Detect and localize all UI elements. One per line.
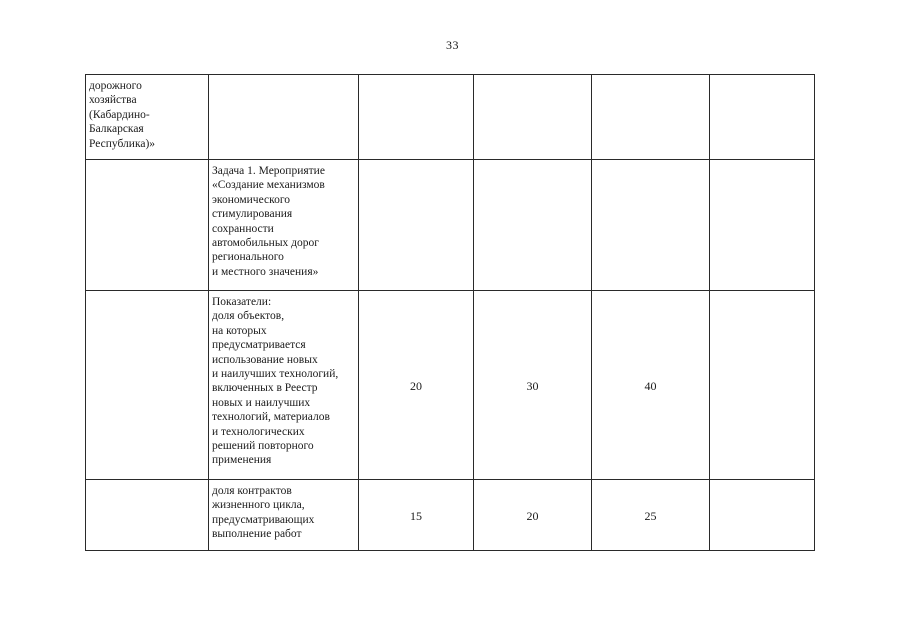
document-table bbox=[85, 74, 815, 551]
table-row bbox=[86, 480, 815, 551]
table-cell bbox=[592, 160, 710, 291]
table-cell bbox=[209, 75, 359, 160]
table-cell bbox=[710, 480, 815, 551]
table-cell bbox=[474, 160, 592, 291]
table-cell-value: 30 bbox=[474, 291, 592, 480]
table-cell: Задача 1. Мероприятие «Создание механизмов экономического стимулирования сохранности автомобильных дорог регионального и местного значения» bbox=[209, 160, 359, 291]
table-cell-value: 20 bbox=[474, 480, 592, 551]
table-cell bbox=[359, 75, 474, 160]
table-cell bbox=[86, 480, 209, 551]
table-row bbox=[86, 75, 815, 160]
table-cell-value: 15 bbox=[359, 480, 474, 551]
table-cell: дорожного хозяйства (Кабардино- Балкарская Республика)» bbox=[86, 75, 209, 160]
table-cell bbox=[474, 75, 592, 160]
table-cell: доля контрактов жизненного цикла, предусматривающих выполнение работ bbox=[209, 480, 359, 551]
table-cell bbox=[592, 75, 710, 160]
table-cell bbox=[710, 75, 815, 160]
table-cell bbox=[86, 291, 209, 480]
table-row bbox=[86, 160, 815, 291]
table-cell-value: 40 bbox=[592, 291, 710, 480]
table-cell bbox=[86, 160, 209, 291]
table-cell-value: 25 bbox=[592, 480, 710, 551]
table-cell-value: 20 bbox=[359, 291, 474, 480]
table-cell bbox=[710, 291, 815, 480]
table-row bbox=[86, 291, 815, 480]
table-cell bbox=[710, 160, 815, 291]
page-number: 33 bbox=[446, 38, 459, 52]
table-cell: Показатели: доля объектов, на которых предусматривается использование новых и наилучших технологий, включенных в Реестр новых и наилучших технологий, материалов и технологических решений повторного применения bbox=[209, 291, 359, 480]
table-cell bbox=[359, 160, 474, 291]
